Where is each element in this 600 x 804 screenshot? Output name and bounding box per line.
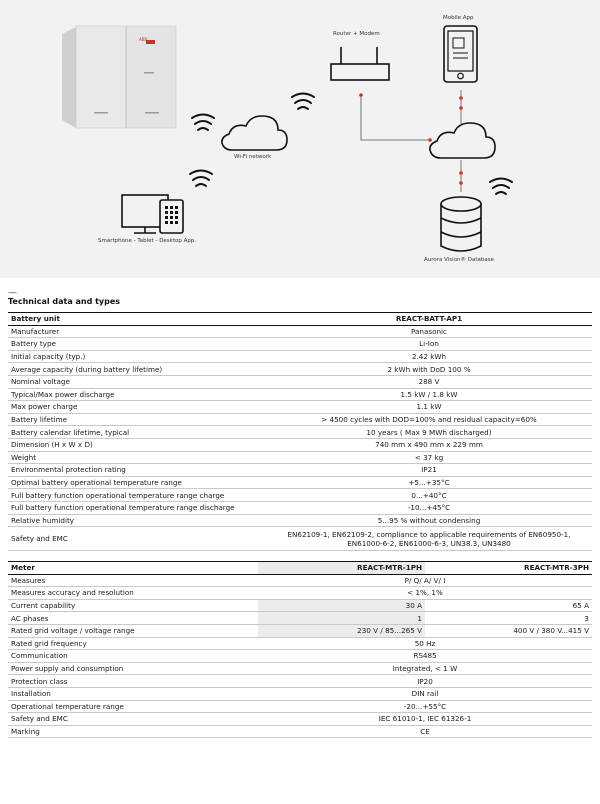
row-value: > 4500 cycles with DOD=100% and residual capacity=60% xyxy=(266,413,592,426)
table-row xyxy=(8,650,592,663)
row-label: Battery calendar lifetime, typical xyxy=(8,426,266,439)
table-header-row xyxy=(8,562,592,575)
row-value: 288 V xyxy=(266,375,592,388)
table-row xyxy=(8,501,592,514)
row-label: Marking xyxy=(8,725,258,738)
header-cell: Battery unit xyxy=(8,313,266,326)
wifi-icon-right xyxy=(490,179,512,195)
row-label: Installation xyxy=(8,687,258,700)
row-value: CE xyxy=(258,725,592,738)
header-cell: REACT-MTR-1PH xyxy=(258,562,425,575)
row-value: +5...+35°C xyxy=(266,476,592,489)
row-value: 1 xyxy=(258,612,425,625)
row-value: -20...+55°C xyxy=(258,700,592,713)
row-label: Weight xyxy=(8,451,266,464)
table-row xyxy=(8,574,592,587)
table-header-row xyxy=(8,313,592,326)
tablet-icon xyxy=(160,200,183,233)
row-value: < 37 kg xyxy=(266,451,592,464)
row-value: Panasonic xyxy=(266,325,592,338)
table-row xyxy=(8,587,592,600)
row-label: Protection class xyxy=(8,675,258,688)
row-value: < 1%, 1% xyxy=(258,587,592,600)
router-label: Router + Modem xyxy=(333,31,380,37)
row-label: Safety and EMC xyxy=(8,527,266,551)
table-row xyxy=(8,725,592,738)
row-label: Safety and EMC xyxy=(8,713,258,726)
row-value: 2 kWh with DoD 100 % xyxy=(266,363,592,376)
header-cell: REACT-BATT-AP1 xyxy=(266,313,592,326)
diagram-graphics xyxy=(0,0,600,278)
safety-line: EN61000-6-2, EN61000-6-3, UN38.3, UN3480 xyxy=(347,538,511,548)
row-label: Battery type xyxy=(8,338,266,351)
row-value: DIN rail xyxy=(258,687,592,700)
mobile-phone-icon xyxy=(444,26,477,82)
row-value: Integrated, < 1 W xyxy=(258,662,592,675)
table-row xyxy=(8,413,592,426)
row-value: 1.5 kW / 1.8 kW xyxy=(266,388,592,401)
row-value: IP21 xyxy=(266,464,592,477)
table-row xyxy=(8,363,592,376)
row-value: 1.1 kW xyxy=(266,401,592,414)
row-label: Typical/Max power discharge xyxy=(8,388,266,401)
table-row xyxy=(8,451,592,464)
section-dash: — xyxy=(8,288,17,298)
row-label: Average capacity (during battery lifetime) xyxy=(8,363,266,376)
section-title: Technical data and types xyxy=(8,297,121,306)
row-label: Nominal voltage xyxy=(8,375,266,388)
safety-line: EN62109-1, EN62109-2, compliance to applicable requirements of EN60950-1, xyxy=(287,529,571,539)
table-row xyxy=(8,438,592,451)
wifi-icon-left xyxy=(192,115,214,131)
row-value: 50 Hz xyxy=(258,637,592,650)
row-value: 3 xyxy=(425,612,592,625)
table-row xyxy=(8,599,592,612)
row-label: Communication xyxy=(8,650,258,663)
cloud-icon-internet xyxy=(430,123,495,158)
header-cell: REACT-MTR-3PH xyxy=(425,562,592,575)
row-label: Optimal battery operational temperature range xyxy=(8,476,266,489)
database-icon xyxy=(441,197,481,251)
row-value: P/ Q/ A/ V/ I xyxy=(258,574,592,587)
row-label: Full battery function operational temperature range charge xyxy=(8,489,266,502)
row-label: Manufacturer xyxy=(8,325,266,338)
row-value: 400 V / 380 V...415 V xyxy=(425,624,592,637)
table-row xyxy=(8,675,592,688)
table-row xyxy=(8,514,592,527)
cloud-icon-wifi xyxy=(222,116,287,150)
row-label: Relative humidity xyxy=(8,514,266,527)
row-label: Power supply and consumption xyxy=(8,662,258,675)
row-label: Full battery function operational temperature range discharge xyxy=(8,501,266,514)
table-row xyxy=(8,489,592,502)
wifi-icon-bottom xyxy=(190,171,212,187)
database-label: Aurora Vision® Database xyxy=(424,257,495,263)
row-value: IEC 61010-1, IEC 61326-1 xyxy=(258,713,592,726)
table-row xyxy=(8,401,592,414)
table-row xyxy=(8,476,592,489)
row-value: 30 A xyxy=(258,599,425,612)
table-row xyxy=(8,527,592,551)
row-value: 230 V / 85...265 V xyxy=(258,624,425,637)
row-value: 65 A xyxy=(425,599,592,612)
row-label: Operational temperature range xyxy=(8,700,258,713)
row-label: Environmental protection rating xyxy=(8,464,266,477)
wifi-network-label: Wi-Fi network xyxy=(234,154,272,160)
row-label: AC phases xyxy=(8,612,258,625)
table-row xyxy=(8,464,592,477)
row-value: 10 years ( Max 9 MWh discharged) xyxy=(266,426,592,439)
row-value: IP20 xyxy=(258,675,592,688)
row-value: 740 mm x 490 mm x 229 mm xyxy=(266,438,592,451)
meter-specs-table xyxy=(8,561,592,738)
table-row xyxy=(8,624,592,637)
row-label: Dimension (H x W x D) xyxy=(8,438,266,451)
table-row xyxy=(8,700,592,713)
row-value: 0...+40°C xyxy=(266,489,592,502)
row-value xyxy=(266,527,592,551)
row-value: 5...95 % without condensing xyxy=(266,514,592,527)
inverter-brand-logo: ABB xyxy=(139,37,148,42)
table-row xyxy=(8,338,592,351)
row-value: -10...+45°C xyxy=(266,501,592,514)
table-row xyxy=(8,375,592,388)
row-label: Battery lifetime xyxy=(8,413,266,426)
wifi-icon-top xyxy=(292,94,314,110)
table-row xyxy=(8,426,592,439)
router-icon xyxy=(331,47,389,80)
row-label: Measures xyxy=(8,574,258,587)
row-label: Measures accuracy and resolution xyxy=(8,587,258,600)
table-row xyxy=(8,662,592,675)
table-row xyxy=(8,350,592,363)
table-row xyxy=(8,687,592,700)
row-value: RS485 xyxy=(258,650,592,663)
table-row xyxy=(8,388,592,401)
row-label: Max power charge xyxy=(8,401,266,414)
row-label: Rated grid voltage / voltage range xyxy=(8,624,258,637)
table-row xyxy=(8,637,592,650)
device-label: Smartphone - Tablet - Desktop App. xyxy=(98,238,197,244)
mobile-app-label: Mobile App xyxy=(443,15,474,21)
system-diagram xyxy=(0,0,600,278)
row-label: Rated grid frequency xyxy=(8,637,258,650)
table-row xyxy=(8,713,592,726)
battery-specs-table xyxy=(8,312,592,551)
header-cell: Meter xyxy=(8,562,258,575)
table-row xyxy=(8,612,592,625)
row-value: Li-Ion xyxy=(266,338,592,351)
row-label: Initial capacity (typ.) xyxy=(8,350,266,363)
table-row xyxy=(8,325,592,338)
row-value: 2.42 kWh xyxy=(266,350,592,363)
inverter-unit-image xyxy=(62,26,176,128)
row-label: Current capability xyxy=(8,599,258,612)
